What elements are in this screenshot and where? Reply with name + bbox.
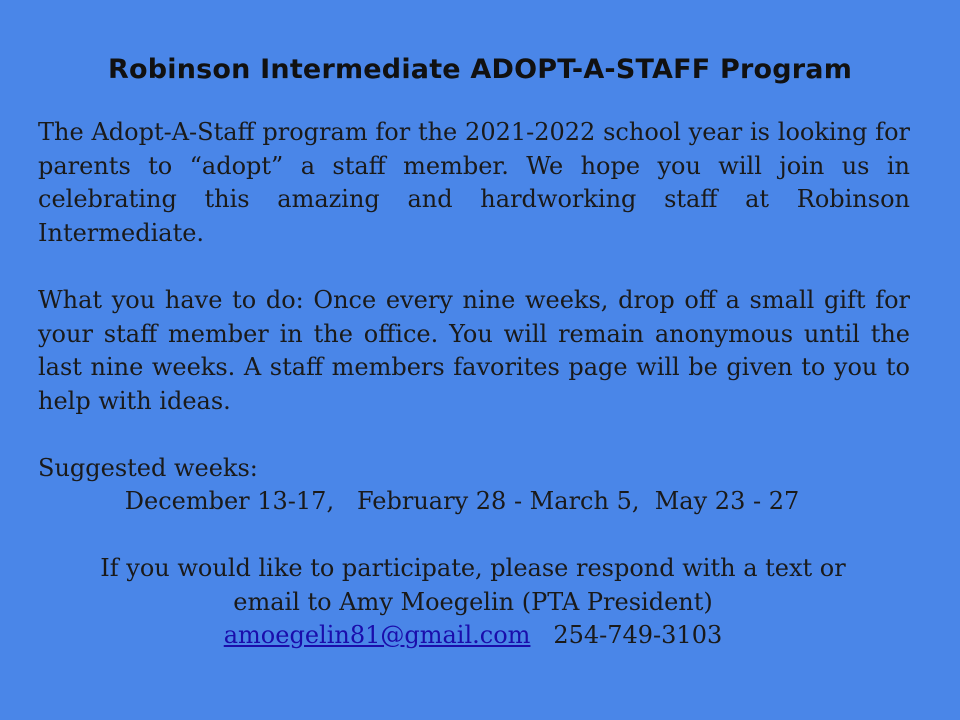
suggested-weeks-label: Suggested weeks: [38, 454, 258, 482]
contact-block [0, 552, 946, 653]
week-item: May 23 - 27 [654, 487, 800, 515]
contact-line-2: email to Amy Moegelin (PTA President) [233, 587, 713, 616]
intro-paragraph: The Adopt-A-Staff program for the 2021-2022 school year is looking for parents to “adopt” a staff member. We hope you will join us in celebrating this amazing and hardworking staff at Robinson Intermediate. [38, 118, 910, 247]
week-item: February 28 - March 5 [356, 487, 632, 515]
contact-line-1: If you would like to participate, please respond with a text or [100, 554, 846, 582]
page-title: Robinson Intermediate ADOPT-A-STAFF Program [107, 54, 853, 85]
email-link[interactable]: amoegelin81@gmail.com [223, 621, 531, 649]
phone-number: 254-749-3103 [553, 621, 723, 649]
instructions-paragraph: What you have to do: Once every nine weeks, drop off a small gift for your staff member in the office. You will remain anonymous until the last nine weeks. A staff members favorites page will be given to you to help with ideas. [38, 286, 910, 415]
week-item: December 13-17 [124, 487, 327, 515]
suggested-weeks-list: December 13-17, February 28 - March 5, May 23 - 27 [124, 487, 800, 515]
contact-line-3 [0, 619, 946, 653]
